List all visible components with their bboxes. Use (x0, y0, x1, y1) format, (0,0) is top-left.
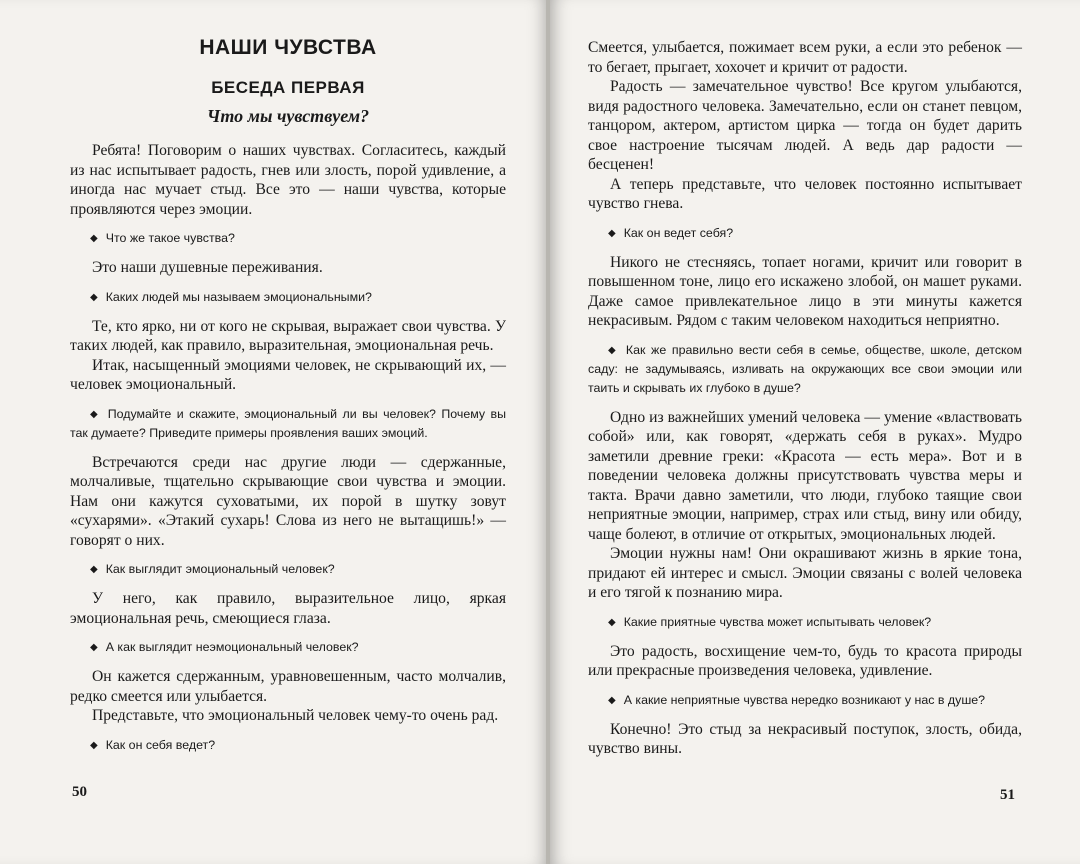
diamond-bullet-icon: ◆ (90, 291, 98, 303)
left-column (70, 36, 506, 765)
question-prompt (70, 288, 506, 307)
page-number-right: 51 (1000, 787, 1015, 803)
question-text: Каких людей мы называем эмоциональными? (105, 289, 372, 304)
text-paragraph: Смеется, улыбается, пожимает всем руки, а если это ребенок — то бегает, прыгает, хохочет и кричит от радости. (588, 39, 1022, 76)
question-prompt (588, 691, 1022, 710)
text-paragraph: Те, кто ярко, ни от кого не скрывая, выражает свои чувства. У таких людей, как правило, выразительная, эмоциональная речь. (70, 317, 506, 354)
text-paragraph: У него, как правило, выразительное лицо, яркая эмоциональная речь, смеющиеся глаза. (70, 590, 506, 627)
left-text-body (70, 141, 506, 755)
diamond-bullet-icon: ◆ (90, 564, 98, 575)
diamond-bullet-icon: ◆ (608, 616, 616, 628)
text-paragraph: А теперь представьте, что человек постоянно испытывает чувство гнева. (588, 175, 1022, 212)
text-paragraph: Радость — замечательное чувство! Все кругом улыбаются, видя радостного человека. Замечательно, если он станет певцом, танцором, актером, артистом цирка — тогда он будет дарить свое настроение тысячам людей. А ведь дар радости — бесценен! (588, 78, 1022, 173)
diamond-bullet-icon: ◆ (90, 233, 98, 244)
subtitle: Что мы чувствуем? (206, 106, 370, 126)
page-number-left: 50 (72, 784, 87, 800)
section-title: БЕСЕДА ПЕРВАЯ (211, 78, 365, 97)
question-text: Как он ведет себя? (623, 225, 734, 240)
question-text: Как выглядит эмоциональный человек? (105, 562, 335, 576)
text-paragraph: Ребята! Поговорим о наших чувствах. Согласитесь, каждый из нас испытывает радость, гнев или злость, порой удивление, а иногда нас мучает стыд. Все это — наши чувства, которые проявляются через эмоции. (70, 142, 506, 218)
text-paragraph: Представьте, что эмоциональный человек чему-то очень рад. (92, 707, 499, 724)
text-paragraph: Он кажется сдержанным, уравновешенным, часто молчалив, редко смеется или улыбается. (70, 668, 506, 705)
question-prompt (70, 736, 506, 755)
right-page (550, 0, 1080, 864)
question-prompt (588, 341, 1022, 398)
right-text-body (588, 38, 1022, 759)
question-prompt (70, 560, 506, 579)
question-text: Подумайте и скажите, эмоциональный ли вы человек? Почему вы так думаете? Приведите примеры проявления ваших эмоций. (70, 406, 507, 440)
diamond-bullet-icon: ◆ (608, 344, 618, 356)
question-prompt (588, 613, 1022, 632)
question-text: А как выглядит неэмоциональный человек? (105, 640, 359, 654)
question-prompt (70, 229, 506, 248)
text-paragraph: Эмоции нужны нам! Они окрашивают жизнь в яркие тона, придают ей интерес и смысл. Эмоции связаны с волей человека и его тягой к познанию мира. (588, 545, 1022, 601)
diamond-bullet-icon: ◆ (608, 694, 616, 706)
question-text: Какие приятные чувства может испытывать человек? (623, 614, 932, 629)
question-text: Как он себя ведет? (105, 737, 216, 752)
diamond-bullet-icon: ◆ (608, 227, 616, 239)
question-text: А какие неприятные чувства нередко возникают у нас в душе? (623, 692, 986, 707)
text-paragraph: Конечно! Это стыд за некрасивый поступок, злость, обида, чувство вины. (588, 720, 1022, 757)
diamond-bullet-icon: ◆ (90, 642, 98, 653)
diamond-bullet-icon: ◆ (90, 739, 98, 751)
text-paragraph: Встречаются среди нас другие люди — сдержанные, молчаливые, тщательно скрывающие свои чувства и эмоции. Нам они кажутся суховатыми, их порой в шутку зовут «сухарями». «Этакий сухарь! Слова из него не вытащишь!» — говорят о них. (70, 453, 506, 549)
question-prompt (70, 405, 506, 443)
question-text: Как же правильно вести себя в семье, обществе, школе, детском саду: не задумываясь, изливать на окружающих все свои эмоции или таить и скрывать их глубоко в душе? (588, 342, 1022, 395)
right-column (588, 38, 1022, 759)
chapter-title: НАШИ ЧУВСТВА (199, 36, 377, 59)
text-paragraph: Итак, насыщенный эмоциями человек, не скрывающий их, — человек эмоциональный. (70, 356, 506, 393)
question-text: Что же такое чувства? (105, 231, 235, 245)
question-prompt (70, 638, 506, 657)
text-paragraph: Одно из важнейших умений человека — умение «властвовать собой» или, как говорят, «держать себя в руках». Мудро заметили древние греки: «Красота — есть мера». Вот и в поведении человека должны присутствовать чувства меры и такта. Врачи давно заметили, что люди, глубоко таящие свои неприятные эмоции, например, страх или стыд, вину или обиду, чаще болеют, в отличие от открытых, эмоциональных людей. (588, 408, 1022, 543)
text-paragraph: Никого не стесняясь, топает ногами, кричит или говорит в повышенном тоне, лицо его искажено злобой, он машет руками. Даже самое привлекательное лицо в эти минуты кажется некрасивым. Рядом с таким человеком находиться неприятно. (588, 253, 1022, 329)
diamond-bullet-icon: ◆ (90, 408, 100, 420)
text-paragraph: Это радость, восхищение чем-то, будь то красота природы или прекрасные произведения человека, удивление. (588, 642, 1022, 679)
question-prompt (588, 224, 1022, 243)
text-paragraph: Это наши душевные переживания. (92, 259, 323, 276)
